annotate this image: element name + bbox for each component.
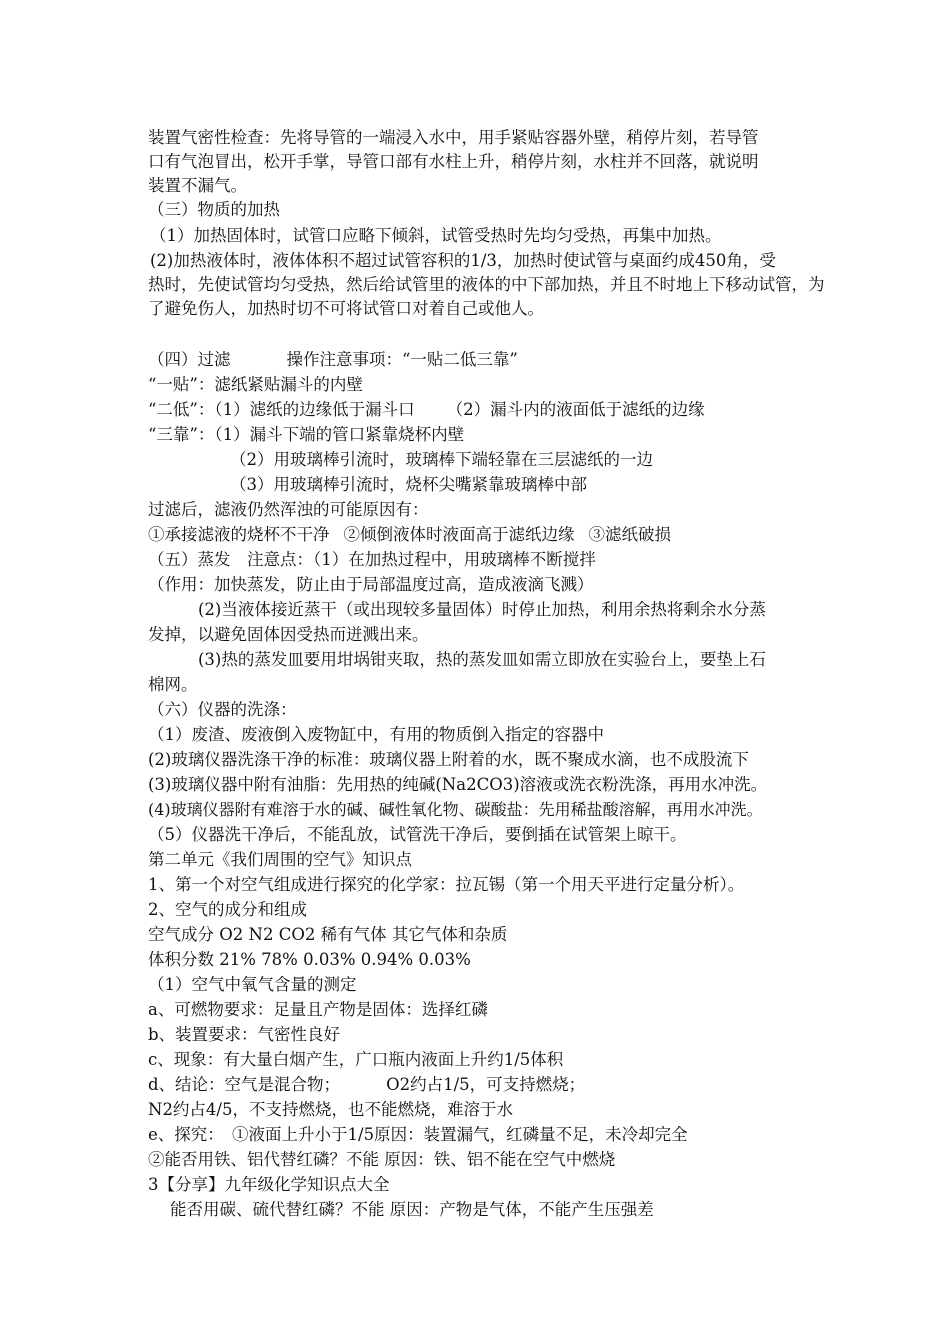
text-line: （1）废渣、废液倒入废物缸中，有用的物质倒入指定的容器中 bbox=[148, 725, 604, 744]
text-line: (3)玻璃仪器中附有油脂：先用热的纯碱(Na2CO3)溶液或洗衣粉洗涤，再用水冲洗。 bbox=[148, 775, 768, 794]
text-line: (2)加热液体时，液体体积不超过试管容积的1/3，加热时使试管与桌面约成450角，受 bbox=[150, 251, 776, 270]
text-line: 2、空气的成分和组成 bbox=[148, 900, 307, 919]
text-line: 过滤后，滤液仍然浑浊的可能原因有： bbox=[148, 500, 429, 519]
text-span: ①承接滤液的烧杯不干净 bbox=[148, 525, 330, 544]
text-line: 棉网。 bbox=[148, 675, 198, 694]
section-heading: （五）蒸发 注意点：（1）在加热过程中，用玻璃棒不断搅拌 bbox=[148, 550, 596, 569]
text-line: （3）用玻璃棒引流时，烧杯尖嘴紧靠玻璃棒中部 bbox=[230, 475, 587, 494]
text-line: 口有气泡冒出，松开手掌，导管口部有水柱上升，稍停片刻，水柱并不回落，就说明 bbox=[148, 152, 759, 171]
text-line: 1、第一个对空气组成进行探究的化学家：拉瓦锡（第一个用天平进行定量分析）。 bbox=[148, 875, 745, 894]
text-line: c、现象：有大量白烟产生，广口瓶内液面上升约1/5体积 bbox=[148, 1050, 564, 1069]
air-composition-header: 空气成分 O2 N2 CO2 稀有气体 其它气体和杂质 bbox=[148, 925, 508, 944]
text-line: (2)玻璃仪器洗涤干净的标准：玻璃仪器上附着的水，既不聚成水滴，也不成股流下 bbox=[148, 750, 749, 769]
text-line: a、可燃物要求：足量且产物是固体：选择红磷 bbox=[148, 1000, 488, 1019]
text-line: N2约占4/5，不支持燃烧，也不能燃烧，难溶于水 bbox=[148, 1100, 513, 1119]
text-line: 能否用碳、硫代替红磷？不能 原因：产物是气体，不能产生压强差 bbox=[170, 1200, 654, 1219]
text-line: e、探究： ①液面上升小于1/5原因：装置漏气，红磷量不足，未冷却完全 bbox=[148, 1125, 688, 1144]
text-span: ③滤纸破损 bbox=[588, 525, 671, 544]
text-line bbox=[148, 1073, 585, 1097]
text-span: ②倾倒液体时液面高于滤纸边缘 bbox=[343, 525, 575, 544]
text-line: b、装置要求：气密性良好 bbox=[148, 1025, 341, 1044]
text-line: (2)当液体接近蒸干（或出现较多量固体）时停止加热，利用余热将剩余水分蒸 bbox=[198, 600, 766, 619]
text-line: ②能否用铁、铝代替红磷？不能 原因：铁、铝不能在空气中燃烧 bbox=[148, 1150, 616, 1169]
text-span: O2约占1/5，可支持燃烧； bbox=[386, 1075, 586, 1094]
text-line: 热时，先使试管均匀受热，然后给试管里的液体的中下部加热，并且不时地上下移动试管，为 bbox=[148, 275, 825, 294]
text-line: “三靠”：（1）漏斗下端的管口紧靠烧杯内壁 bbox=[148, 425, 465, 444]
text-line: 了避免伤人，加热时切不可将试管口对着自己或他人。 bbox=[148, 299, 544, 318]
text-line: （1）空气中氧气含量的测定 bbox=[148, 975, 357, 994]
share-heading: 3【分享】九年级化学知识点大全 bbox=[148, 1175, 390, 1194]
text-line: 装置不漏气。 bbox=[148, 176, 247, 195]
text-line: 装置气密性检查：先将导管的一端浸入水中，用手紧贴容器外壁，稍停片刻，若导管 bbox=[148, 128, 759, 147]
text-span: d、结论：空气是混合物； bbox=[148, 1075, 341, 1094]
text-line bbox=[148, 523, 671, 547]
section-heading-note: 操作注意事项：“一贴二低三靠” bbox=[286, 350, 518, 369]
text-span: “二低”：（1）滤纸的边缘低于漏斗口 bbox=[148, 400, 415, 419]
section-heading bbox=[148, 348, 518, 372]
section-heading: （六）仪器的洗涤： bbox=[148, 700, 297, 719]
air-composition-values: 体积分数 21% 78% 0.03% 0.94% 0.03% bbox=[148, 950, 471, 969]
unit-title: 第二单元《我们周围的空气》知识点 bbox=[148, 850, 412, 869]
section-heading: （三）物质的加热 bbox=[148, 200, 280, 219]
text-span: （2）漏斗内的液面低于滤纸的边缘 bbox=[446, 400, 705, 419]
text-line: （5）仪器洗干净后，不能乱放，试管洗干净后，要倒插在试管架上晾干。 bbox=[148, 825, 687, 844]
text-line: (4)玻璃仪器附有难溶于水的碱、碱性氧化物、碳酸盐：先用稀盐酸溶解，再用水冲洗。 bbox=[148, 800, 763, 819]
text-line: （作用：加快蒸发，防止由于局部温度过高，造成液滴飞溅） bbox=[148, 575, 594, 594]
text-line: (3)热的蒸发皿要用坩埚钳夹取，热的蒸发皿如需立即放在实验台上，要垫上石 bbox=[198, 650, 766, 669]
text-line bbox=[148, 398, 705, 422]
text-line: 发掉，以避免固体因受热而迸溅出来。 bbox=[148, 625, 429, 644]
text-line: （2）用玻璃棒引流时，玻璃棒下端轻靠在三层滤纸的一边 bbox=[230, 450, 653, 469]
text-line: （1）加热固体时，试管口应略下倾斜，试管受热时先均匀受热，再集中加热。 bbox=[150, 226, 722, 245]
section-heading-title: （四）过滤 bbox=[148, 350, 231, 369]
text-line: “一贴”：滤纸紧贴漏斗的内壁 bbox=[148, 375, 363, 394]
